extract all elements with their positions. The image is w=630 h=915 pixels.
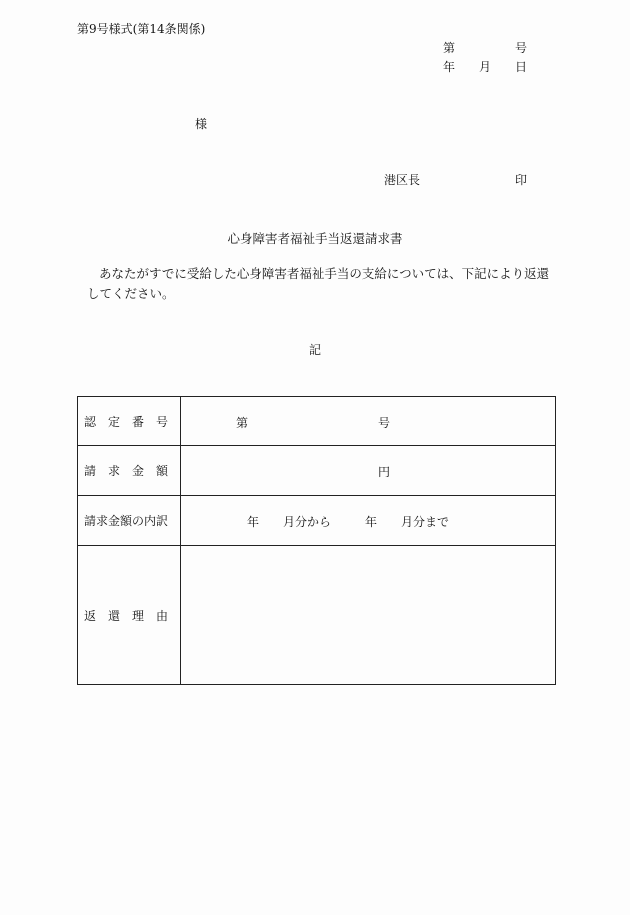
table-row	[78, 496, 556, 546]
recipient-honorific: 様	[195, 117, 208, 131]
cert-number-prefix: 第	[236, 416, 249, 430]
document-title: 心身障害者福祉手当返還請求書	[227, 231, 403, 246]
table-row	[78, 546, 556, 685]
certification-number-field	[181, 397, 556, 446]
table-row	[78, 446, 556, 496]
date-day: 日	[514, 60, 527, 74]
claim-amount-field	[181, 446, 556, 496]
body-paragraph: あなたがすでに受給した心身障害者福祉手当の支給については、下記により返還してください。	[87, 266, 550, 301]
seal-mark: 印	[514, 173, 527, 187]
table-row	[78, 397, 556, 446]
amount-breakdown-label: 請求金額の内訳	[78, 496, 181, 546]
number-suffix: 号	[514, 41, 527, 55]
date-month: 月	[479, 60, 492, 74]
cert-number-suffix: 号	[378, 416, 391, 430]
issuer-line	[384, 171, 527, 188]
issuer-name: 港区長	[384, 173, 421, 187]
refund-details-table	[77, 396, 556, 685]
claim-amount-label: 請 求 金 額	[78, 446, 181, 496]
certification-number-label: 認 定 番 号	[78, 397, 181, 446]
refund-reason-field	[181, 546, 556, 685]
number-prefix: 第	[443, 41, 456, 55]
amount-breakdown-field	[181, 496, 556, 546]
refund-reason-label: 返 還 理 由	[78, 546, 181, 685]
from-year: 年	[247, 515, 260, 529]
ki-heading: 記	[308, 343, 321, 357]
from-month: 月分から	[283, 515, 332, 529]
to-year: 年	[365, 515, 378, 529]
amount-unit: 円	[378, 465, 391, 479]
form-number-label: 第9号様式(第14条関係)	[77, 22, 206, 36]
to-month: 月分まで	[401, 515, 450, 529]
date-year: 年	[443, 60, 456, 74]
